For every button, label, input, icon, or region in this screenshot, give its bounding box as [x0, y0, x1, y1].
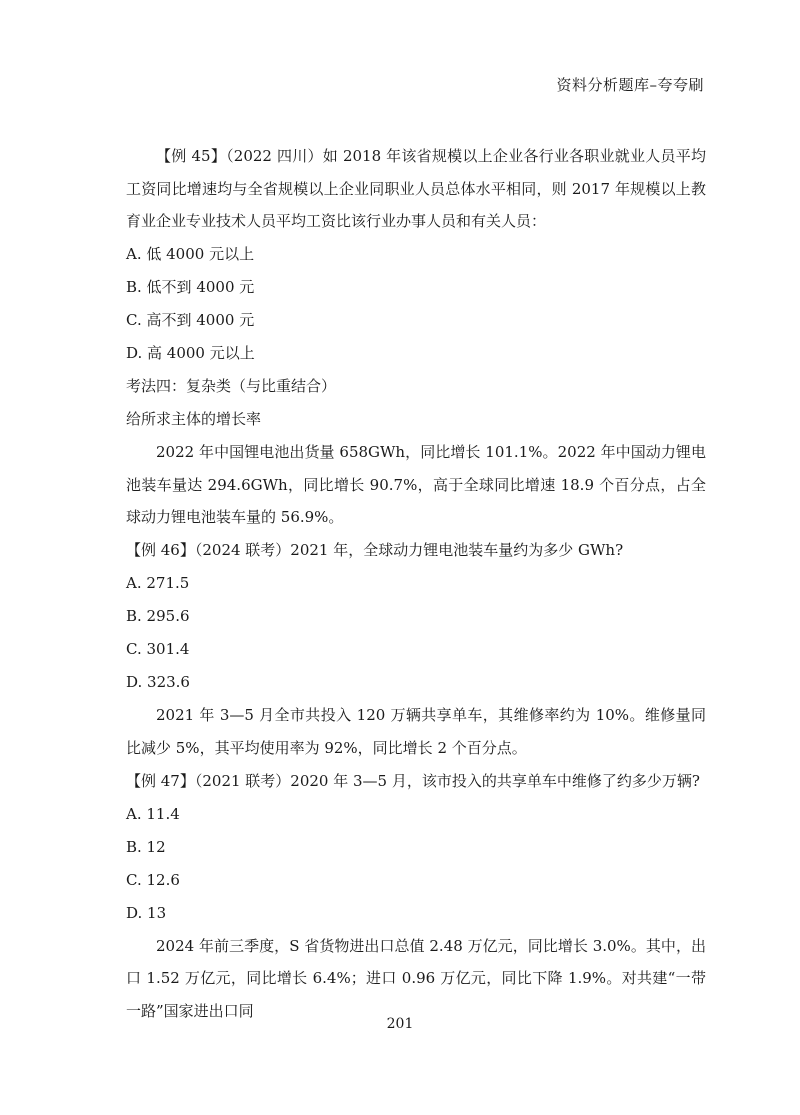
- material-3: 2024 年前三季度，S 省货物进出口总值 2.48 万亿元，同比增长 3.0%。其中，出口 1.52 万亿元，同比增长 6.4%；进口 0.96 万亿元，同比下降 1.9%。对共建“一带一路”国家进出口同: [126, 936, 706, 1020]
- section-heading: 考法四：复杂类（与比重结合）: [126, 377, 337, 395]
- page-header-title: 资料分析题库–夸夸刷: [556, 76, 704, 94]
- q47-option-c: C. 12.6: [126, 870, 180, 889]
- q45-option-d: D. 高 4000 元以上: [126, 344, 255, 362]
- q45-option-b: B. 低不到 4000 元: [126, 278, 255, 296]
- q46-option-c: C. 301.4: [126, 640, 190, 658]
- page-number: 201: [386, 1016, 414, 1032]
- material-1: 2022 年中国锂电池出货量 658GWh，同比增长 101.1%。2022 年中国动力锂电池装车量达 294.6GWh，同比增长 90.7%，高于全球同比增速 18.9 个百分点，占全球动力锂电池装车量的 56.9%。: [126, 443, 706, 526]
- section-subheading: 给所求主体的增长率: [126, 410, 262, 428]
- material-2: 2021 年 3—5 月全市共投入 120 万辆共享单车，其维修率约为 10%。维修量同比减少 5%，其平均使用率为 92%，同比增长 2 个百分点。: [126, 706, 706, 757]
- question-47-stem: 【例 47】（2021 联考）2020 年 3—5 月，该市投入的共享单车中维修了约多少万辆?: [126, 771, 700, 790]
- q45-option-c: C. 高不到 4000 元: [126, 311, 255, 329]
- q46-option-d: D. 323.6: [126, 673, 190, 691]
- question-45-stem: 【例 45】（2022 四川）如 2018 年该省规模以上企业各行业各职业就业人员平均工资同比增速均与全省规模以上企业同职业人员总体水平相同，则 2017 年规模以上教育业企业专业技术人员平均工资比该行业办事人员和有关人员：: [126, 147, 706, 230]
- q47-option-b: B. 12: [126, 837, 166, 856]
- q45-option-a: A. 低 4000 元以上: [126, 245, 255, 263]
- q47-option-d: D. 13: [126, 903, 167, 922]
- q46-option-b: B. 295.6: [126, 607, 190, 625]
- question-46-stem: 【例 46】（2024 联考）2021 年，全球动力锂电池装车量约为多少 GWh?: [126, 541, 624, 559]
- q47-option-a: A. 11.4: [126, 804, 180, 823]
- page-body: [126, 140, 706, 1028]
- q46-option-a: A. 271.5: [126, 574, 190, 592]
